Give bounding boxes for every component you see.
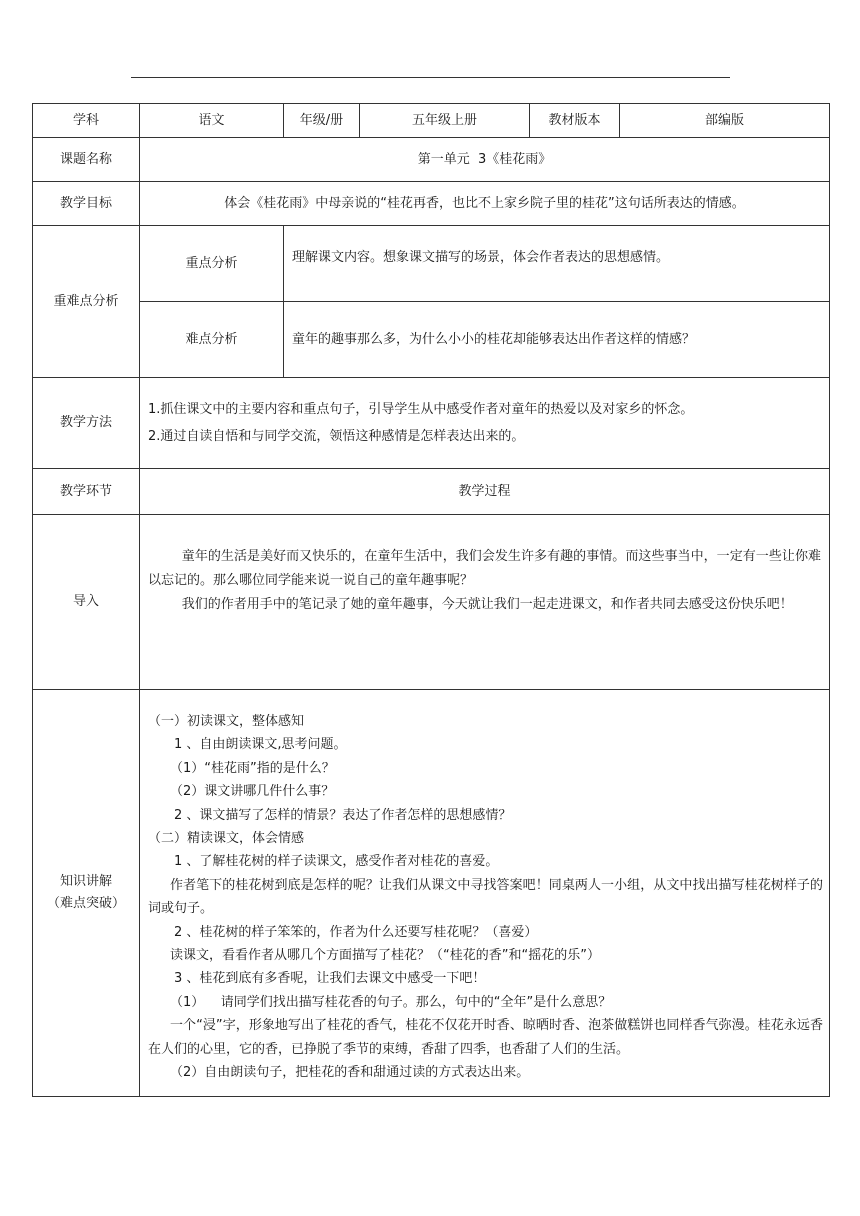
lesson-plan-table — [32, 103, 830, 1097]
goal-row — [33, 182, 830, 226]
edition-label: 教材版本 — [530, 104, 620, 138]
method-row — [33, 378, 830, 469]
info-row — [33, 104, 830, 138]
grade-label: 年级/册 — [284, 104, 360, 138]
intro-label: 导入 — [33, 515, 140, 690]
knowledge-line: （2）自由朗读句子，把桂花的香和甜通过读的方式表达出来。 — [170, 1065, 530, 1081]
process-header-row — [33, 469, 830, 515]
knowledge-label-line1: 知识讲解 — [59, 874, 112, 889]
knowledge-line: 1 、了解桂花树的样子读课文，感受作者对桂花的喜爱。 — [174, 854, 499, 870]
grade-value: 五年级上册 — [360, 104, 530, 138]
difficulty-text: 童年的趣事那么多，为什么小小的桂花却能够表达出作者这样的情感？ — [284, 302, 830, 378]
knowledge-line: 作者笔下的桂花树到底是怎样的呢？让我们从课文中寻找答案吧！同桌两人一小组，从文中找出描写桂花树样子的词或句子。 — [148, 877, 823, 917]
lesson-title-label: 课题名称 — [33, 138, 140, 182]
edition-value: 部编版 — [620, 104, 830, 138]
knowledge-line: （1）“桂花雨”指的是什么？ — [170, 760, 335, 776]
process-label: 教学过程 — [140, 469, 830, 515]
knowledge-line: 1 、自由朗读课文,思考问题。 — [174, 737, 347, 753]
knowledge-row — [33, 690, 830, 1097]
intro-content — [140, 515, 830, 690]
knowledge-line: 2 、桂花树的样子笨笨的，作者为什么还要写桂花呢？（喜爱） — [174, 924, 538, 940]
knowledge-line: （2）课文讲哪几件什么事？ — [170, 784, 335, 800]
subject-label: 学科 — [33, 104, 140, 138]
difficulty-label: 难点分析 — [140, 302, 284, 378]
method-label: 教学方法 — [33, 378, 140, 469]
method-content — [140, 378, 830, 469]
intro-paragraph: 童年的生活是美好而又快乐的，在童年生活中，我们会发生许多有趣的事情。而这些事当中，一定有一些让你难以忘记的。那么哪位同学能来说一说自己的童年趣事呢？ — [148, 549, 821, 588]
lesson-title-row — [33, 138, 830, 182]
intro-paragraph: 我们的作者用手中的笔记录了她的童年趣事，今天就让我们一起走进课文，和作者共同去感受这份快乐吧！ — [181, 597, 793, 612]
intro-row — [33, 515, 830, 690]
header-rule — [131, 77, 730, 78]
knowledge-line: 3 、桂花到底有多香呢，让我们去课文中感受一下吧！ — [174, 971, 486, 987]
key-point-row — [33, 226, 830, 302]
knowledge-label-line2: （难点突破） — [46, 896, 125, 911]
subject-value: 语文 — [140, 104, 284, 138]
knowledge-line: （二）精读课文，体会情感 — [148, 831, 305, 847]
knowledge-line: （1） 请同学们找出描写桂花香的句子。那么，句中的“全年”是什么意思？ — [170, 994, 612, 1010]
key-point-text: 理解课文内容。想象课文描写的场景，体会作者表达的思想感情。 — [284, 226, 830, 302]
method-line: 1.抓住课文中的主要内容和重点句子，引导学生从中感受作者对童年的热爱以及对家乡的怀念。 — [148, 402, 694, 417]
knowledge-label — [33, 690, 140, 1097]
difficulty-row — [33, 302, 830, 378]
analysis-label: 重难点分析 — [33, 226, 140, 378]
key-point-label: 重点分析 — [140, 226, 284, 302]
knowledge-line: 2 、课文描写了怎样的情景？表达了作者怎样的思想感情？ — [174, 807, 512, 823]
goal-label: 教学目标 — [33, 182, 140, 226]
knowledge-line: 读课文，看看作者从哪几个方面描写了桂花？（“桂花的香”和“摇花的乐”） — [170, 948, 600, 964]
stage-label: 教学环节 — [33, 469, 140, 515]
lesson-title-value: 第一单元 3《桂花雨》 — [140, 138, 830, 182]
knowledge-content — [140, 690, 830, 1097]
knowledge-line: 一个“浸”字，形象地写出了桂花的香气，桂花不仅花开时香、晾晒时香、泡茶做糕饼也同样香气弥漫。桂花永远香在人们的心里，它的香，已挣脱了季节的束缚，香甜了四季，也香甜了人们的生活。 — [148, 1018, 823, 1057]
method-line: 2.通过自读自悟和与同学交流，领悟这种感情是怎样表达出来的。 — [148, 429, 525, 444]
knowledge-line: （一）初读课文，整体感知 — [148, 714, 305, 729]
goal-text: 体会《桂花雨》中母亲说的“桂花再香，也比不上家乡院子里的桂花”这句话所表达的情感。 — [140, 182, 830, 226]
